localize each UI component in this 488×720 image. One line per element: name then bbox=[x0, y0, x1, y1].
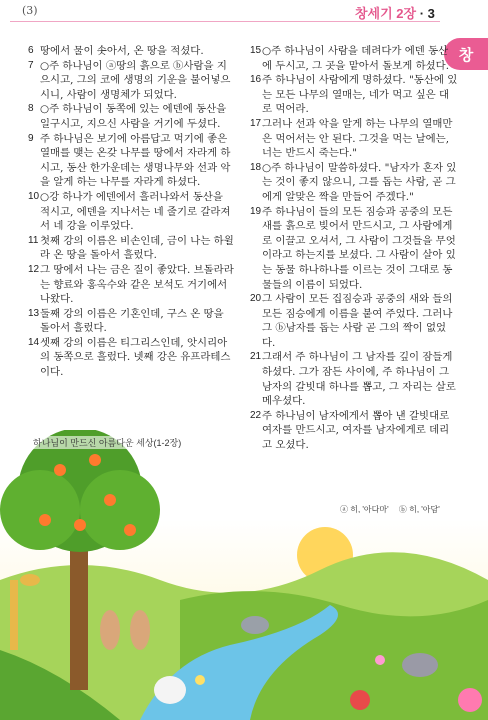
book-tab[interactable]: 창 bbox=[444, 38, 488, 70]
verse bbox=[250, 161, 458, 205]
verse-number: 22 bbox=[250, 409, 262, 421]
verse bbox=[28, 336, 236, 380]
book-chapter: 창세기 2장 bbox=[355, 6, 417, 21]
verse-number: 15 bbox=[250, 45, 262, 56]
verse-number: 11 bbox=[28, 234, 39, 246]
verse-text: 둘째 강의 이름은 기혼인데, 구스 온 땅을 돌아서 흘렀다. bbox=[40, 307, 224, 335]
verse bbox=[250, 44, 458, 73]
verse-number: 18 bbox=[250, 161, 262, 173]
verse bbox=[28, 44, 236, 59]
verse-text: 주 하나님이 남자에게서 뽑아 낸 갈빗대로 여자를 만드시고, 여자를 남자에게로 데리고 오셨다. bbox=[262, 409, 450, 452]
verse-number: 17 bbox=[250, 117, 262, 129]
verse bbox=[28, 234, 236, 263]
verse bbox=[28, 102, 236, 131]
verse-number: 16 bbox=[250, 74, 262, 86]
verse bbox=[28, 59, 236, 103]
verse-number: 7 bbox=[28, 59, 34, 71]
verse-text: 주 하나님이 사람에게 명하셨다. "동산에 있는 모든 나무의 열매는, 네가 먹고 싶은 대로 먹어라. bbox=[262, 74, 458, 116]
verse-number: 10 bbox=[28, 190, 40, 202]
verse-text: 첫째 강의 이름은 비손인데, 금이 나는 하윌라 온 땅을 돌아서 흘렀다. bbox=[40, 234, 234, 262]
verse-text: ○주 하나님이 ⓐ땅의 흙으로 ⓑ사람을 지으시고, 그의 코에 생명의 기운을 불어넣으시니, 사람이 생명체가 되었다. bbox=[40, 59, 231, 101]
verse bbox=[250, 205, 458, 293]
header-divider bbox=[10, 21, 440, 22]
left-column bbox=[28, 44, 236, 380]
verse-text: 주 하나님은 보기에 아름답고 먹기에 좋은 열매를 맺는 온갖 나무를 땅에서 자라게 하시고, 동산 한가운데는 생명나무와 선과 악을 알게 하는 나무를 자라게 하셨다. bbox=[40, 132, 231, 189]
verse-number: 9 bbox=[28, 132, 34, 144]
footnote-b: ⓑ 히, '아담' bbox=[398, 505, 440, 514]
verse-text: ○주 하나님이 동쪽에 있는 에덴에 동산을 일구시고, 지으신 사람을 거기에 두셨다. bbox=[40, 103, 227, 130]
footnotes bbox=[340, 504, 448, 515]
verse-number: 20 bbox=[250, 293, 262, 305]
verse bbox=[28, 307, 236, 336]
verse-number: 21 bbox=[250, 351, 262, 363]
verse bbox=[28, 263, 236, 307]
chapter-marker: (3) bbox=[22, 4, 38, 17]
verse-text: 땅에서 물이 솟아서, 온 땅을 적셨다. bbox=[40, 45, 204, 57]
verse-number: 12 bbox=[28, 263, 40, 275]
right-column bbox=[250, 44, 458, 453]
verse-text: ○주 하나님이 말씀하셨다. "남자가 혼자 있는 것이 좋지 않으니, 그를 돕는 사람, 곧 그에게 알맞은 짝을 만들어 주겠다." bbox=[262, 161, 457, 203]
verse-text: 그 사람이 모든 집짐승과 공중의 새와 들의 모든 짐승에게 이름을 붙여 주었다. 그러나 그 ⓑ남자를 돕는 사람 곧 그의 짝이 없었다. bbox=[262, 293, 453, 349]
verse bbox=[28, 190, 236, 234]
verse-number: 6 bbox=[28, 45, 34, 56]
verse bbox=[250, 350, 458, 408]
verse bbox=[250, 292, 458, 350]
illustration-caption: 하나님이 만드신 아름다운 세상(1-2장) bbox=[30, 436, 184, 449]
verse-number: 8 bbox=[28, 103, 34, 115]
verse-number: 13 bbox=[28, 307, 40, 319]
footnote-a: ⓐ 히, '아다마' bbox=[340, 505, 389, 514]
verse-text: 그 땅에서 나는 금은 질이 좋았다. 브돌라라는 향료와 홍옥수와 같은 보석도 거기에서 나왔다. bbox=[40, 263, 234, 306]
verse bbox=[250, 117, 458, 161]
page-number: 3 bbox=[427, 6, 435, 21]
header-separator: · bbox=[416, 6, 428, 21]
page-header bbox=[355, 3, 435, 22]
verse-number: 14 bbox=[28, 336, 40, 348]
verse-text: ○주 하나님이 사람을 데려다가 에덴 동산에 두시고, 그 곳을 맡아서 돌보게 하셨다. bbox=[262, 45, 450, 72]
verse bbox=[250, 73, 458, 117]
verse-text: 그러나 선과 악을 알게 하는 나무의 열매만은 먹어서는 안 된다. 그것을 먹는 날에는, 너는 반드시 죽는다." bbox=[262, 117, 453, 160]
verse-text: ○강 하나가 에덴에서 흘러나와서 동산을 적시고, 에덴을 지나서는 네 줄기로 갈라져서 네 강을 이루었다. bbox=[40, 190, 231, 233]
verse-text: 그래서 주 하나님이 그 남자를 깊이 잠들게 하셨다. 그가 잠든 사이에, 주 하나님이 그 남자의 갈빗대 하나를 뽑고, 그 자리는 살로 메우셨다. bbox=[262, 351, 456, 408]
verse-text: 주 하나님이 들의 모든 짐승과 공중의 모든 새를 흙으로 빚어서 만드시고, 그 사람에게로 이끌고 오셔서, 그 사람이 그것들을 무엇이라고 하는지를 보셨다. 그 사람이 살아 있는 동물 하나하나를 이르는 것이 그대로 동물들의 이름이 되었다. bbox=[262, 205, 456, 291]
garden-of-eden-illustration bbox=[0, 430, 488, 720]
verse-number: 19 bbox=[250, 205, 262, 217]
verse-text: 셋째 강의 이름은 티그리스인데, 앗시리아의 동쪽으로 흘렀다. 넷째 강은 유프라테스이다. bbox=[40, 336, 231, 379]
verse bbox=[28, 132, 236, 190]
